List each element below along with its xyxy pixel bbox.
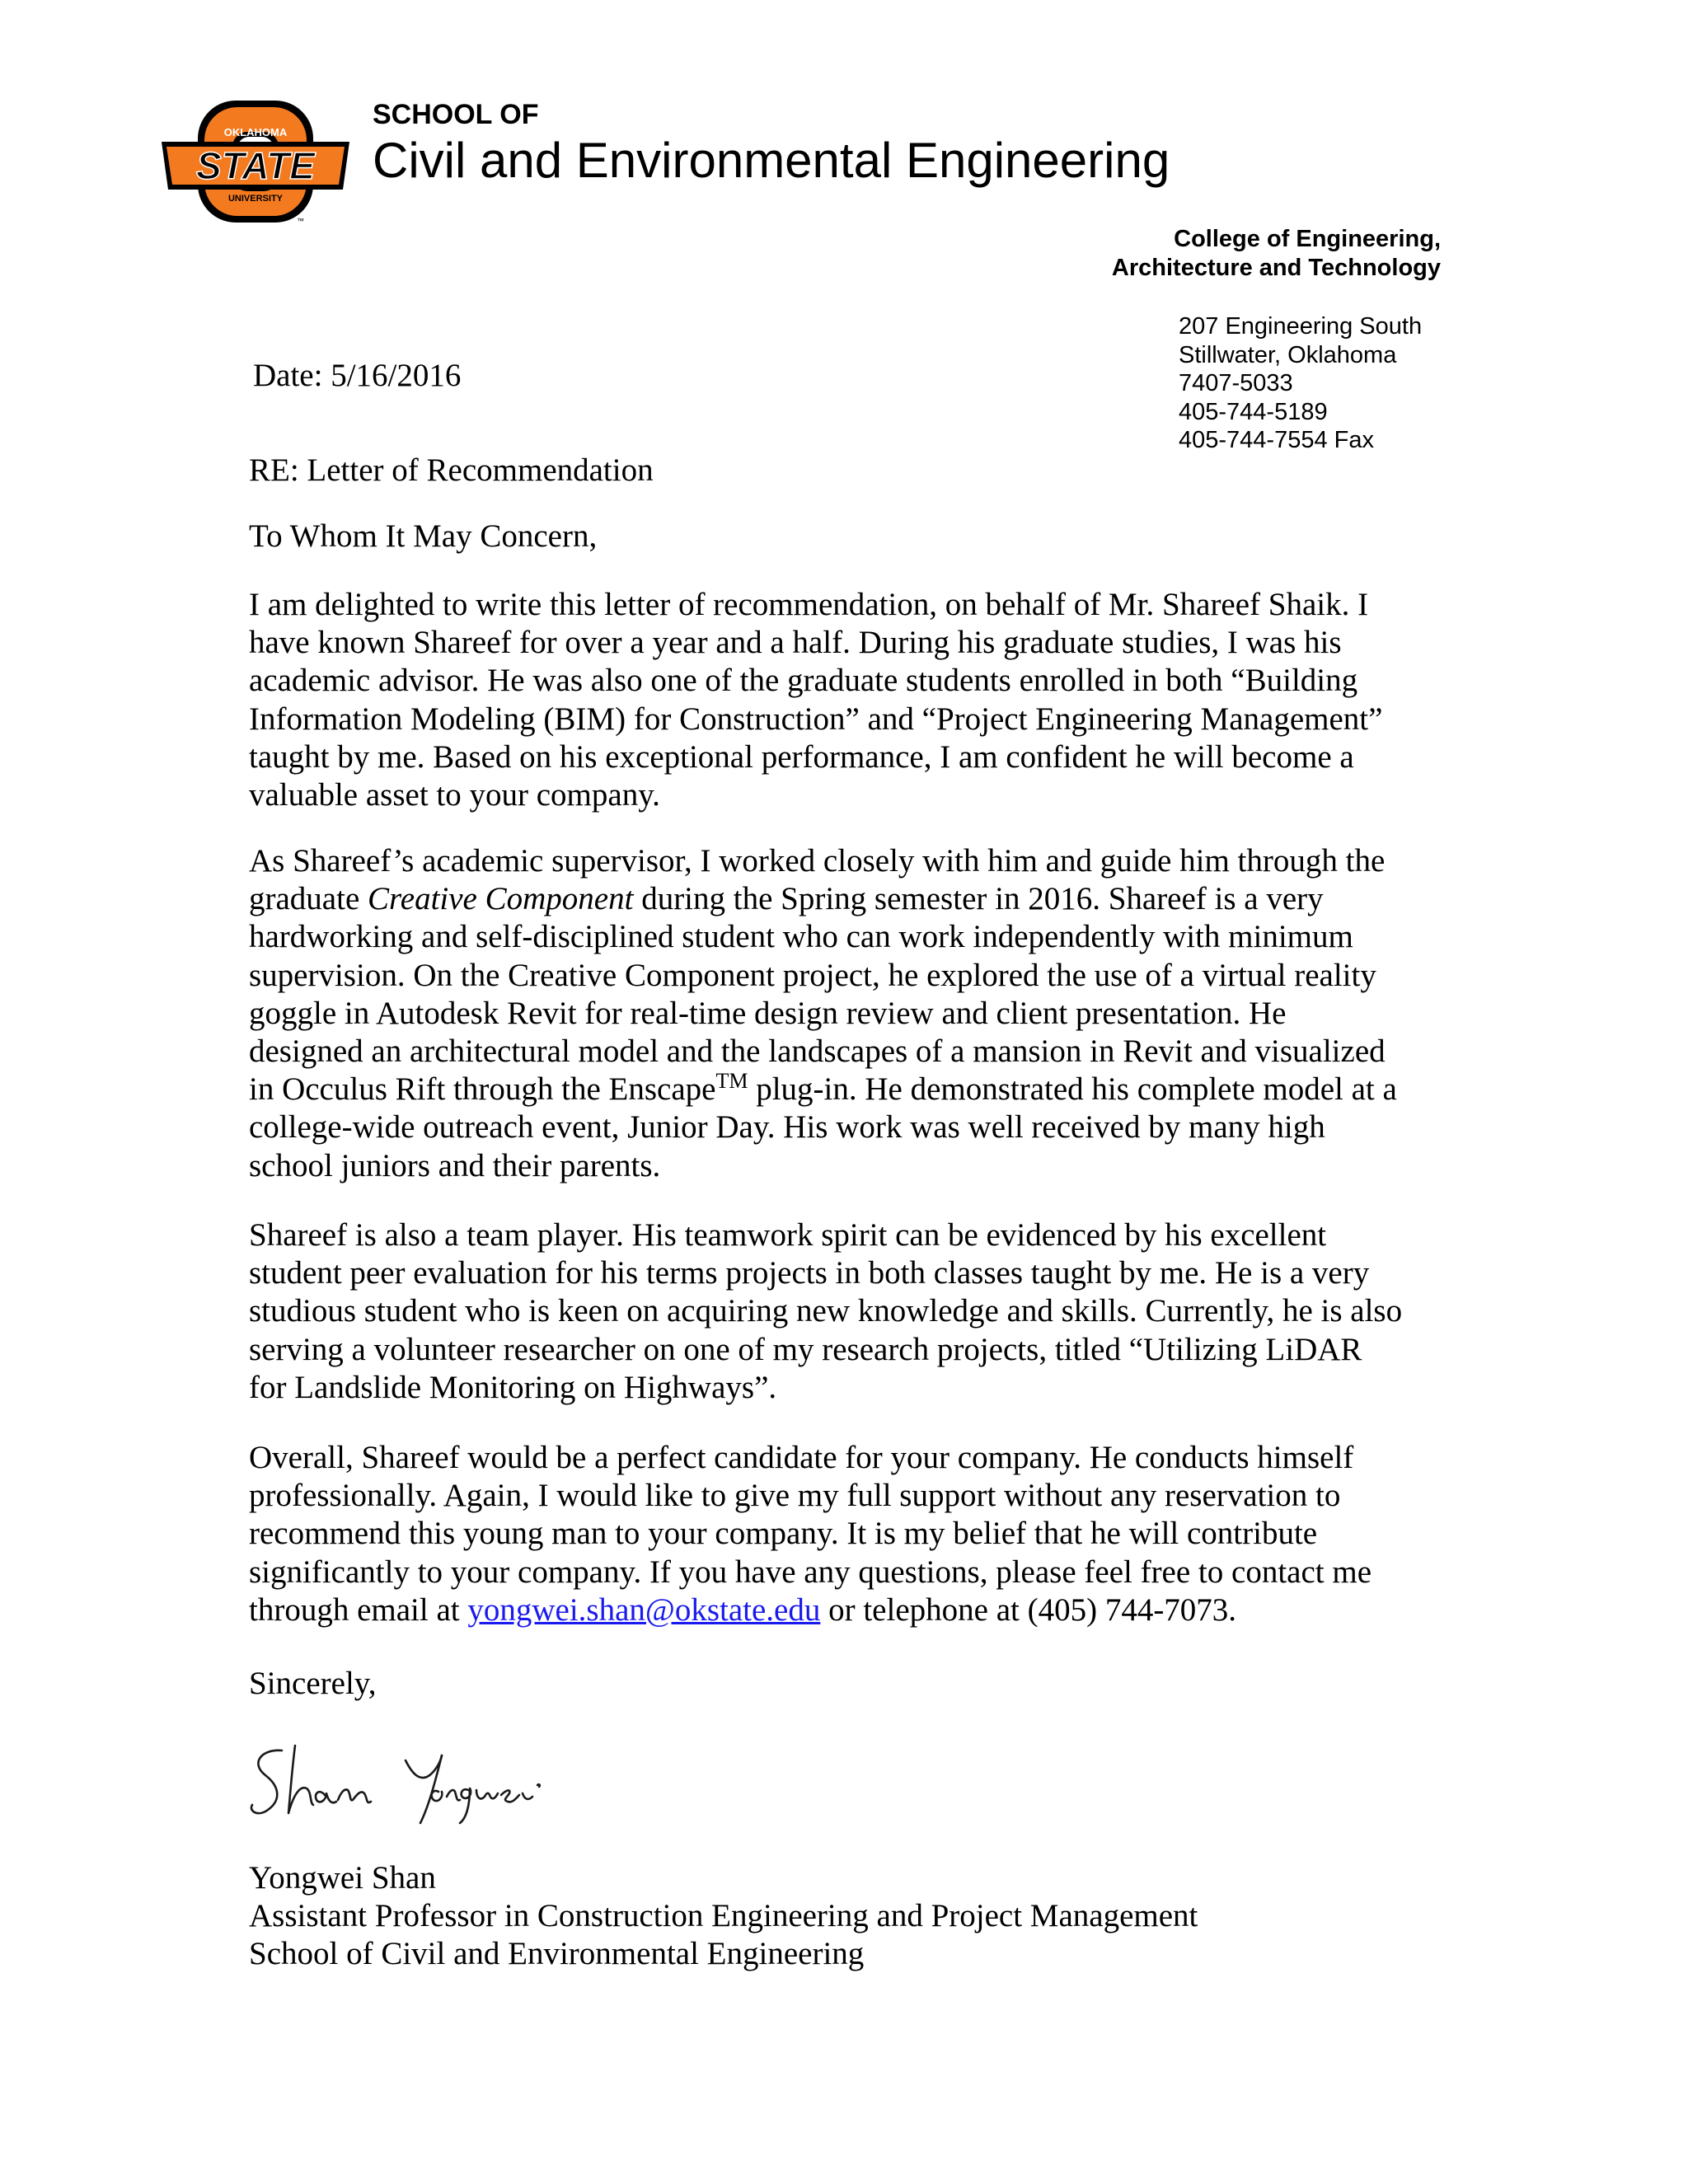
address-line: 7407-5033 xyxy=(1179,370,1293,396)
osu-logo-graphic xyxy=(157,96,354,227)
address-block xyxy=(1179,312,1422,455)
text-line: significantly to your company. If you have any questions, please feel free to contact me xyxy=(249,1554,1372,1590)
text-line xyxy=(249,1071,1452,1108)
text-segment: plug-in. He demonstrated his complete model at a xyxy=(748,1071,1397,1108)
text-line: I am delighted to write this letter of recommendation, on behalf of Mr. Shareef Shaik. I xyxy=(249,587,1369,622)
creative-component-emphasis: Creative Component xyxy=(368,881,634,917)
text-line: recommend this young man to your company. It is my belief that he will contribute xyxy=(249,1516,1318,1552)
college-name xyxy=(864,225,1441,283)
text-line: student peer evaluation for his terms projects in both classes taught by me. He is a very xyxy=(249,1255,1370,1291)
signer-department: School of Civil and Environmental Engineering xyxy=(249,1936,865,1971)
text-line: studious student who is keen on acquiring new knowledge and skills. Currently, he is also xyxy=(249,1293,1403,1329)
text-segment: or telephone at (405) 744-7073. xyxy=(820,1591,1237,1628)
text-line: have known Shareef for over a year and a half. During his graduate studies, I was his xyxy=(249,625,1342,661)
college-line-1: College of Engineering, xyxy=(1174,226,1441,252)
text-line: for Landslide Monitoring on Highways”. xyxy=(249,1369,777,1405)
text-line: serving a volunteer researcher on one of my research projects, titled “Utilizing LiDAR xyxy=(249,1331,1362,1367)
fax-line: 405-744-7554 Fax xyxy=(1179,427,1374,453)
text-line: school juniors and their parents. xyxy=(249,1147,661,1183)
signer-title: Assistant Professor in Construction Engineering and Project Management xyxy=(249,1898,1198,1933)
college-line-2: Architecture and Technology xyxy=(1111,255,1441,281)
svg-text:UNIVERSITY: UNIVERSITY xyxy=(227,194,284,204)
text-line xyxy=(249,880,1452,918)
paragraph-2 xyxy=(249,842,1452,1185)
text-segment: during the Spring semester in 2016. Shareef is a very xyxy=(633,881,1324,917)
letter-date: Date: 5/16/2016 xyxy=(253,358,462,393)
signature-strokes xyxy=(244,1731,590,1830)
text-line: Information Modeling (BIM) for Construction” and “Project Engineering Management” xyxy=(249,701,1383,737)
closing: Sincerely, xyxy=(249,1666,377,1701)
text-line: academic advisor. He was also one of the graduate students enrolled in both “Building xyxy=(249,663,1358,699)
subject-line: RE: Letter of Recommendation xyxy=(249,452,654,488)
text-line: taught by me. Based on his exceptional performance, I am confident he will become a xyxy=(249,738,1354,775)
text-line xyxy=(249,1591,1452,1629)
svg-text:STATE: STATE xyxy=(196,144,315,187)
text-line: designed an architectural model and the landscapes of a mansion in Revit and visualized xyxy=(249,1033,1386,1070)
handwritten-signature xyxy=(244,1731,590,1830)
paragraph-4 xyxy=(249,1439,1452,1629)
phone-line: 405-744-5189 xyxy=(1179,398,1328,425)
svg-text:™: ™ xyxy=(297,217,304,225)
school-of-label: SCHOOL OF xyxy=(373,99,539,130)
text-line: hardworking and self-disciplined student who can work independently with minimum xyxy=(249,919,1353,955)
address-line: 207 Engineering South xyxy=(1179,313,1423,340)
text-segment: graduate xyxy=(249,881,368,917)
school-name-heading: Civil and Environmental Engineering xyxy=(373,133,1170,188)
address-line: Stillwater, Oklahoma xyxy=(1179,341,1397,368)
salutation: To Whom It May Concern, xyxy=(249,518,598,554)
text-line: As Shareef’s academic supervisor, I worked closely with him and guide him through the xyxy=(249,843,1386,879)
svg-text:OKLAHOMA: OKLAHOMA xyxy=(223,126,288,138)
trademark-superscript: TM xyxy=(715,1069,748,1094)
text-line: Overall, Shareef would be a perfect candidate for your company. He conducts himself xyxy=(249,1440,1354,1475)
text-line: college-wide outreach event, Junior Day. His work was well received by many high xyxy=(249,1109,1325,1146)
paragraph-1 xyxy=(249,586,1452,814)
email-link[interactable]: yongwei.shan@okstate.edu xyxy=(467,1591,821,1628)
text-segment: through email at xyxy=(249,1591,468,1628)
text-line: valuable asset to your company. xyxy=(249,777,660,813)
text-line: goggle in Autodesk Revit for real-time design review and client presentation. He xyxy=(249,995,1287,1031)
osu-logo xyxy=(157,96,354,227)
text-line: supervision. On the Creative Component project, he explored the use of a virtual reality xyxy=(249,957,1376,993)
paragraph-3 xyxy=(249,1216,1452,1407)
signature-block xyxy=(249,1859,1198,1973)
text-line: professionally. Again, I would like to give my full support without any reservation to xyxy=(249,1478,1341,1514)
signer-name: Yongwei Shan xyxy=(249,1860,436,1896)
text-segment: in Occulus Rift through the Enscape xyxy=(249,1071,716,1108)
text-line: Shareef is also a team player. His teamwork spirit can be evidenced by his excellent xyxy=(249,1217,1327,1253)
